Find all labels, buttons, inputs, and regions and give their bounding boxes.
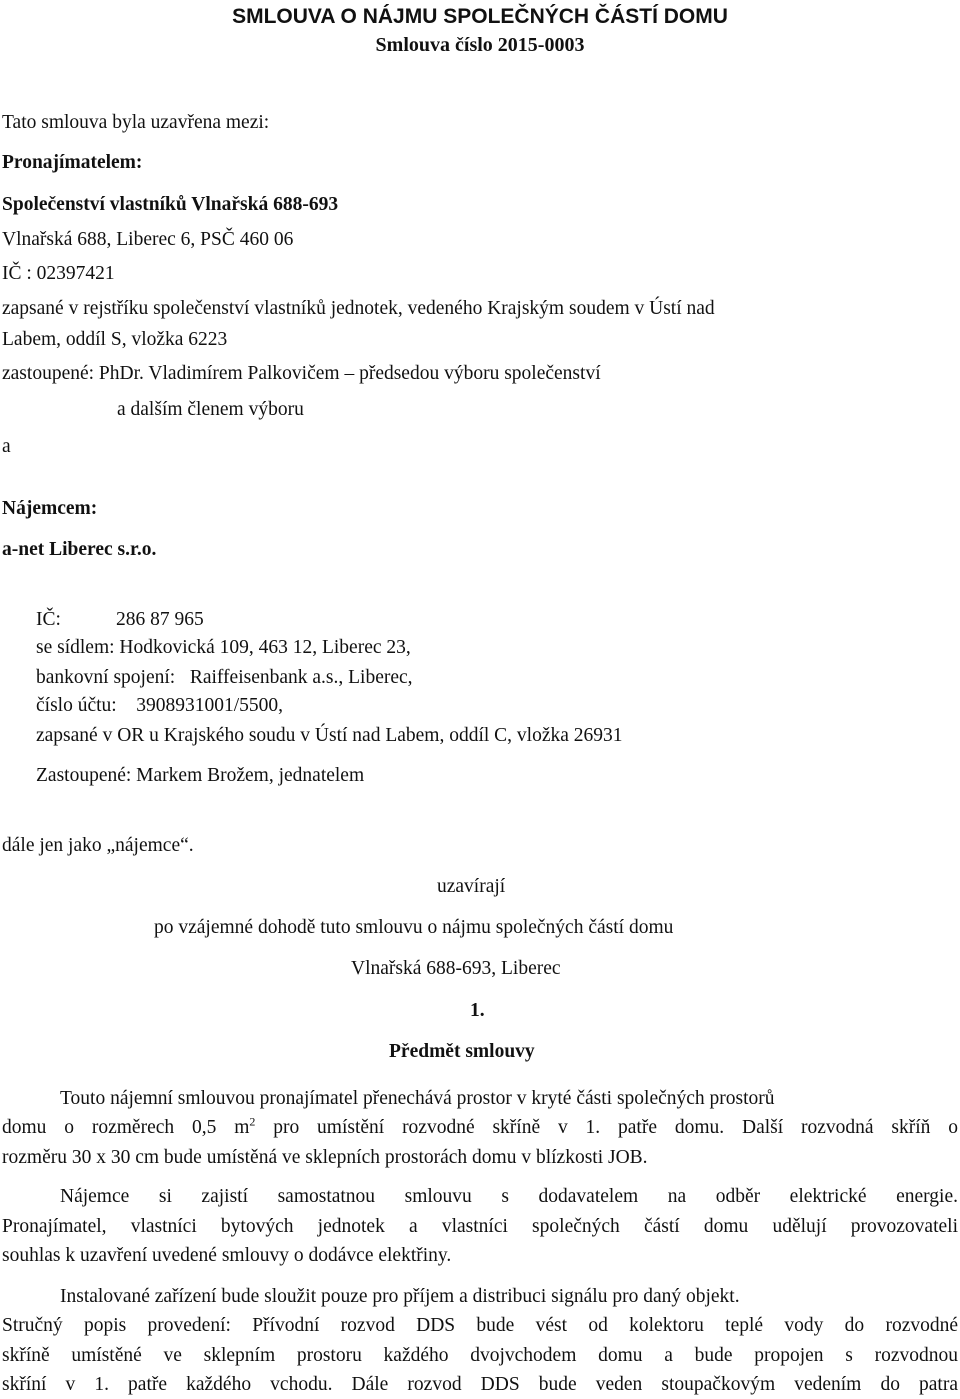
p1-line2-b: pro umístění rozvodné skříně v 1. patře domu. Další rozvodná skříň o	[255, 1117, 958, 1138]
tenant-bank	[36, 666, 413, 690]
contract-number: Smlouva číslo 2015-0003	[375, 34, 585, 56]
landlord-represented-line2: a dalším členem výboru	[117, 399, 304, 420]
landlord-heading: Pronajímatelem:	[2, 152, 143, 173]
p3-line1: Instalované zařízení bude sloužit pouze pro příjem a distribuci signálu pro daný objekt.	[60, 1286, 740, 1307]
tenant-represented: Zastoupené: Markem Brožem, jednatelem	[36, 765, 365, 786]
tenant-account	[36, 694, 283, 718]
tenant-ic-label: IČ:	[36, 609, 61, 630]
tenant-bank-label: bankovní spojení:	[36, 667, 176, 688]
tenant-hereinafter: dále jen jako „nájemce“.	[2, 835, 194, 856]
p1-superscript: 2	[249, 1114, 256, 1129]
p1-line1: Touto nájemní smlouvou pronajímatel přenechává prostor v kryté části společných prostorů	[60, 1088, 775, 1109]
tenant-heading: Nájemcem:	[2, 498, 98, 519]
landlord-name: Společenství vlastníků Vlnařská 688-693	[2, 194, 339, 215]
document-title: SMLOUVA O NÁJMU SPOLEČNÝCH ČÁSTÍ DOMU	[232, 5, 728, 28]
and-connector: a	[2, 436, 11, 457]
p2-line1: Nájemce si zajistí samostatnou smlouvu s dodavatelem na odběr elektrické energie.	[60, 1186, 958, 1207]
tenant-ic-value: 286 87 965	[116, 609, 204, 630]
landlord-ic-label: IČ :	[2, 263, 32, 284]
landlord-registry-line1: zapsané v rejstříku společenství vlastníků jednotek, vedeného Krajským soudem v Ústí nad	[2, 298, 715, 319]
landlord-represented-line1: zastoupené: PhDr. Vladimírem Palkovičem – předsedou výboru společenství	[2, 363, 601, 384]
p1-line2	[2, 1116, 958, 1140]
p1-line3: rozměru 30 x 30 cm bude umístěná ve sklepních prostorách domu v blízkosti JOB.	[2, 1147, 648, 1168]
landlord-registry-line2: Labem, oddíl S, vložka 6223	[2, 329, 228, 350]
tenant-name: a-net Liberec s.r.o.	[2, 539, 157, 560]
intro-text: Tato smlouva byla uzavřena mezi:	[2, 112, 270, 133]
landlord-address: Vlnařská 688, Liberec 6, PSČ 460 06	[2, 229, 294, 250]
p2-line2: Pronajímatel, vlastníci bytových jednotek a vlastníci společných částí domu udělují provozovateli	[2, 1216, 958, 1237]
tenant-bank-value: Raiffeisenbank a.s., Liberec,	[189, 667, 413, 688]
article-number: 1.	[470, 1000, 485, 1021]
tenant-seat: se sídlem: Hodkovická 109, 463 12, Liberec 23,	[36, 637, 411, 658]
tenant-account-value: 3908931001/5500,	[136, 695, 283, 716]
p2-line3: souhlas k uzavření uvedené smlouvy o dodávce elektřiny.	[2, 1245, 452, 1266]
p3-line3: skříně umístěné ve sklepním prostoru každého dvojvchodem domu a bude propojen s rozvodnou	[2, 1345, 958, 1366]
p3-line2: Stručný popis provedení: Přívodní rozvod DDS bude vést od kolektoru teplé vody do rozvodné	[2, 1315, 958, 1336]
p1-line2-a: domu o rozměrech 0,5 m	[2, 1117, 250, 1138]
conclude-line: po vzájemné dohodě tuto smlouvu o nájmu společných částí domu	[154, 917, 674, 938]
article-title: Předmět smlouvy	[389, 1041, 535, 1062]
conclude-address: Vlnařská 688-693, Liberec	[351, 958, 561, 979]
landlord-ic-value: 02397421	[36, 263, 115, 284]
p3-line4: skříní v 1. patře každého vchodu. Dále rozvod DDS bude veden stoupačkovým vedením do patra	[2, 1374, 958, 1395]
conclude-verb: uzavírají	[437, 876, 506, 897]
landlord-ic	[2, 262, 115, 286]
tenant-ic	[36, 608, 204, 632]
tenant-account-label: číslo účtu:	[36, 695, 117, 716]
tenant-registry: zapsané v OR u Krajského soudu v Ústí nad Labem, oddíl C, vložka 26931	[36, 725, 623, 746]
